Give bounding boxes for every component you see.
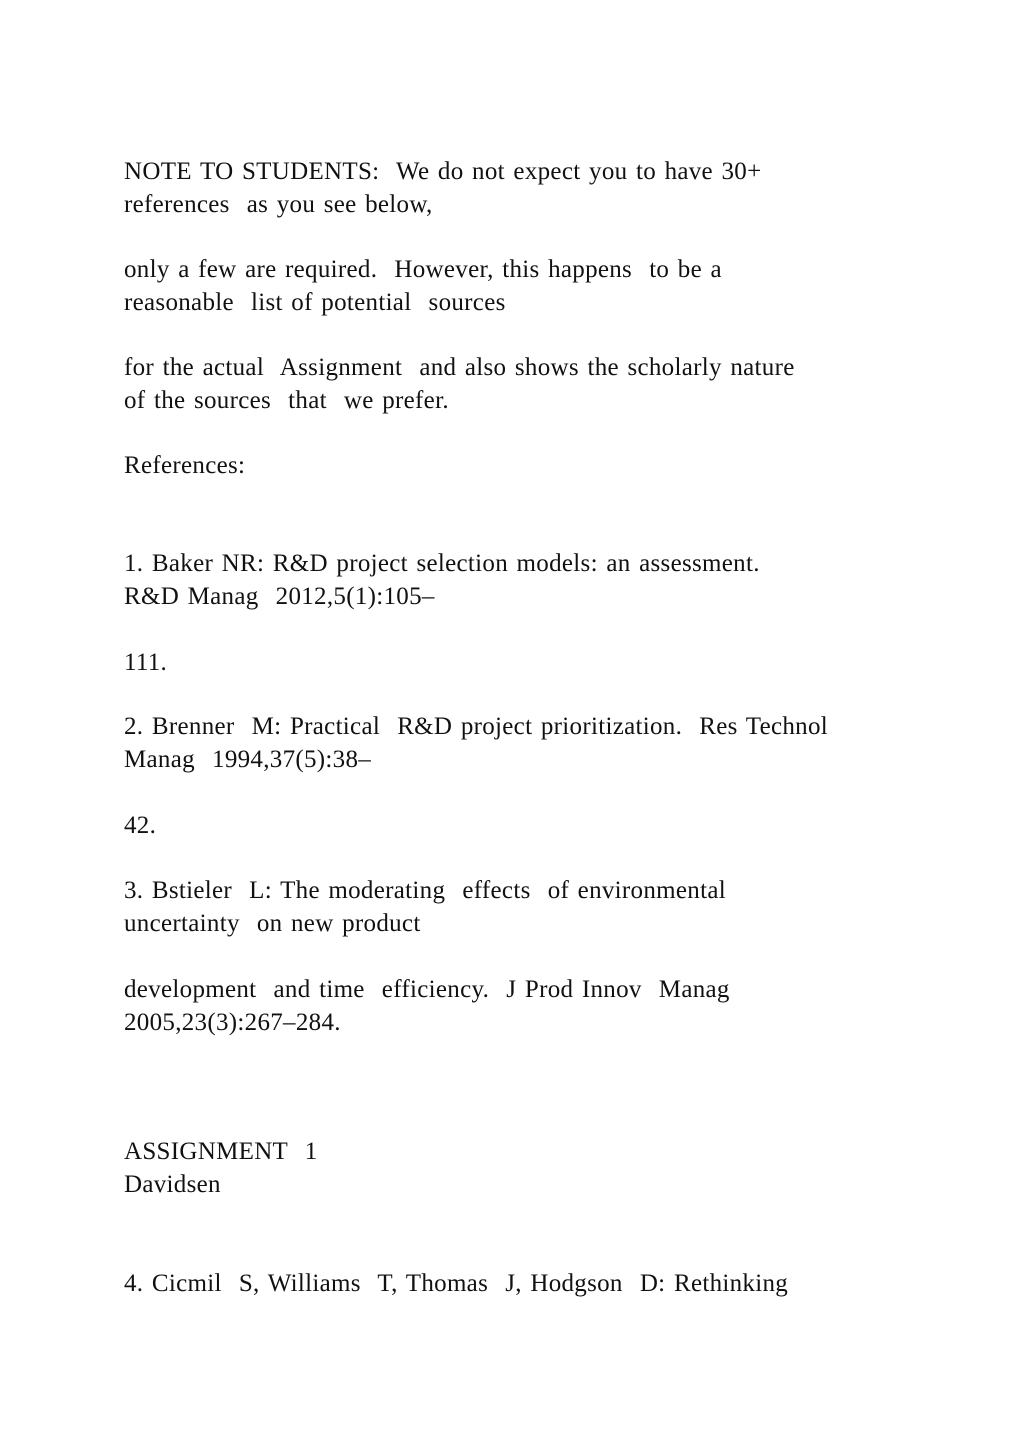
reference-1-line-2: R&D Manag 2012,5(1):105– (124, 583, 435, 610)
reference-1-line-3: 111. (124, 649, 168, 676)
reference-2-line-3: 42. (124, 812, 157, 839)
reference-3-line-3: development and time efficiency. J Prod Innov Manag (124, 976, 730, 1003)
reference-3-line-2: uncertainty on new product (124, 910, 421, 937)
reference-2-line-2: Manag 1994,37(5):38– (124, 746, 372, 773)
reference-2-line-1: 2. Brenner M: Practical R&D project prioritization. Res Technol (124, 713, 829, 740)
note-line-1: NOTE TO STUDENTS: We do not expect you to have 30+ (124, 158, 762, 185)
note-line-6: of the sources that we prefer. (124, 387, 449, 414)
reference-4-line-1: 4. Cicmil S, Williams T, Thomas J, Hodgson D: Rethinking (124, 1270, 789, 1297)
reference-1-line-1: 1. Baker NR: R&D project selection models: an assessment. (124, 550, 760, 577)
assignment-author: Davidsen (124, 1171, 221, 1198)
reference-3-line-4: 2005,23(3):267–284. (124, 1009, 341, 1036)
note-line-4: reasonable list of potential sources (124, 289, 506, 316)
reference-3-line-1: 3. Bstieler L: The moderating effects of environmental (124, 877, 726, 904)
note-line-2: references as you see below, (124, 191, 433, 218)
assignment-header: ASSIGNMENT 1 (124, 1138, 318, 1165)
references-heading: References: (124, 452, 246, 479)
note-line-5: for the actual Assignment and also shows the scholarly nature (124, 354, 795, 381)
note-line-3: only a few are required. However, this happens to be a (124, 256, 722, 283)
